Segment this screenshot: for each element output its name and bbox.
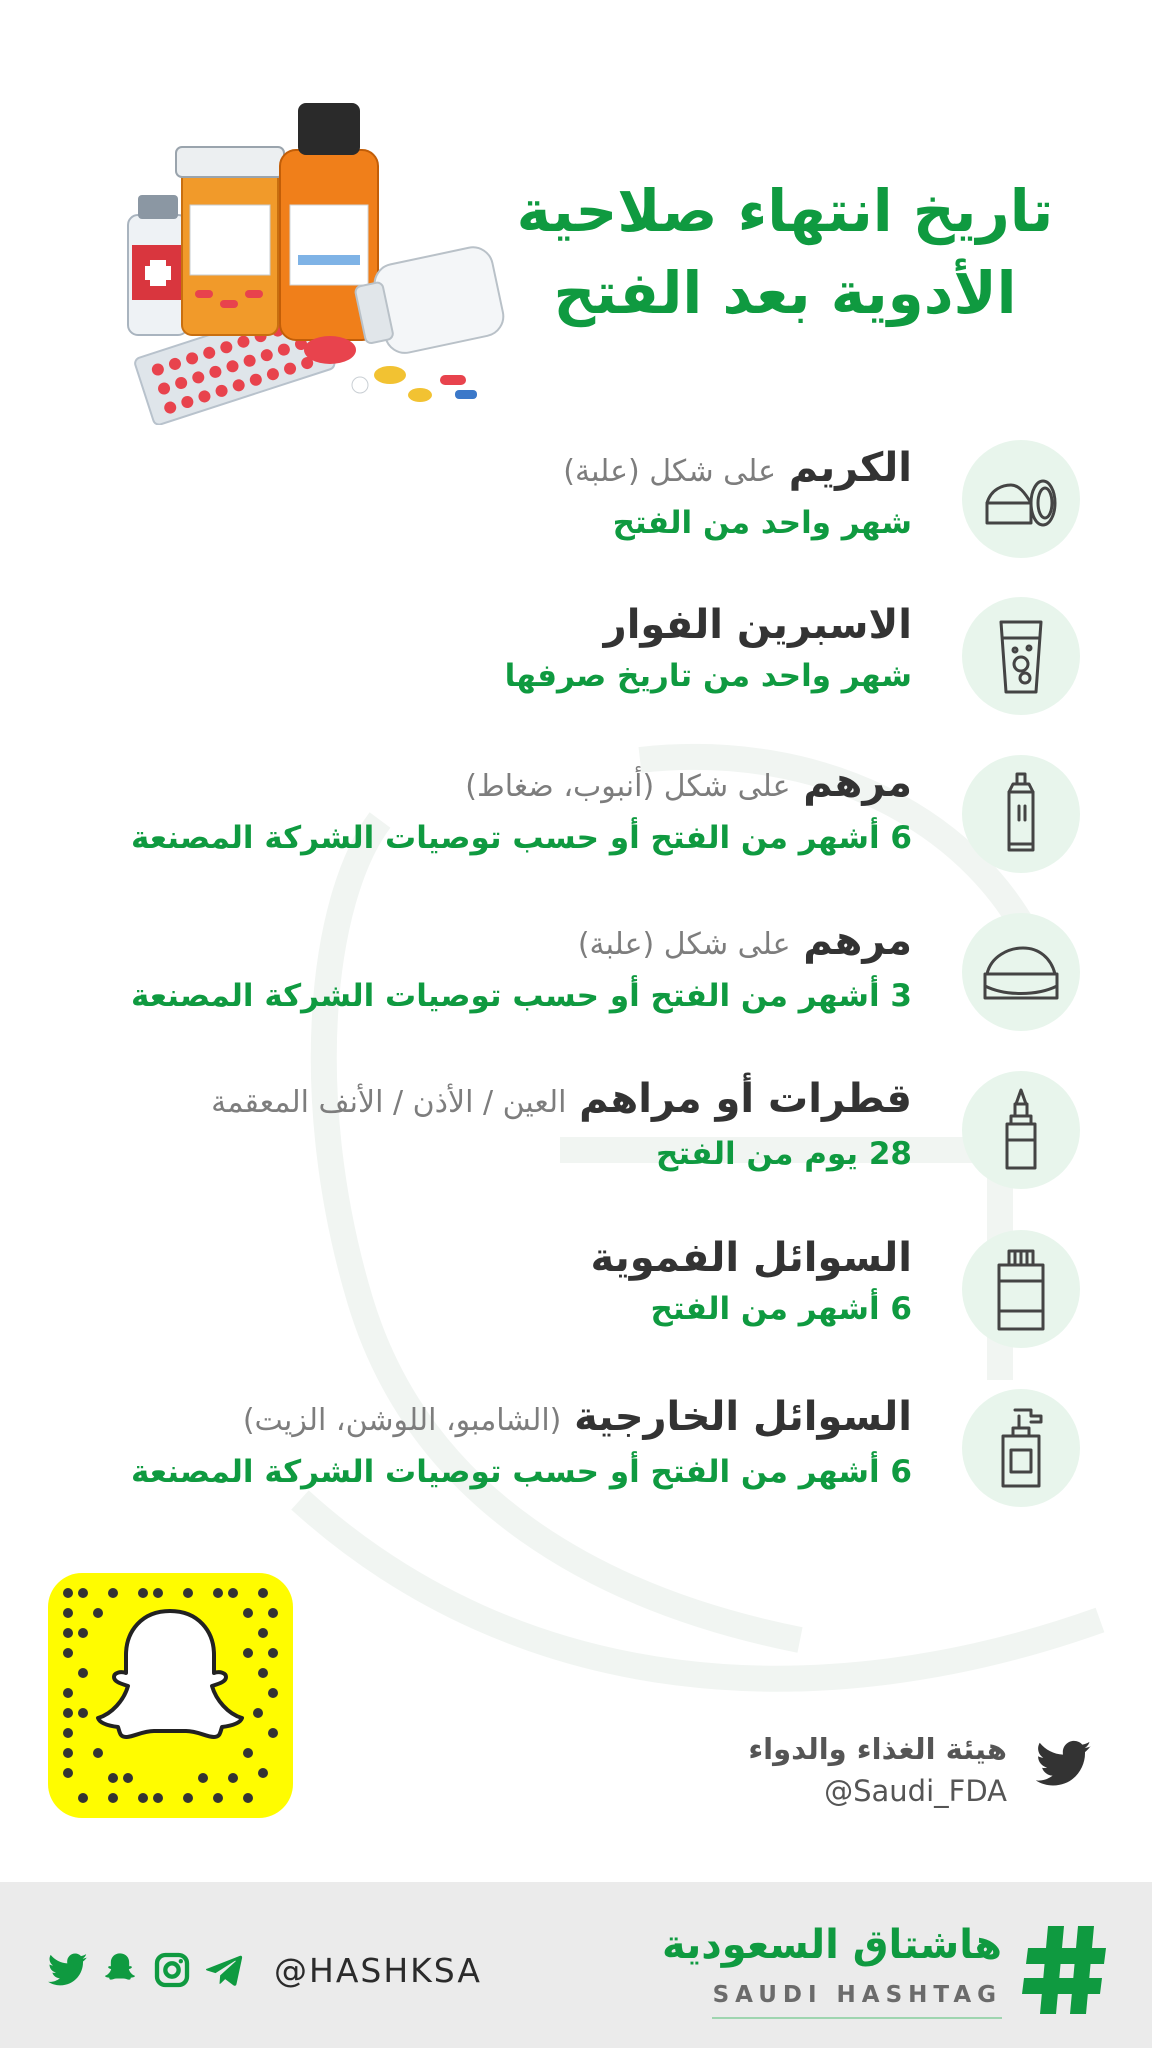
item-duration: 6 أشهر من الفتح أو حسب توصيات الشركة المصنعة: [131, 820, 912, 856]
item-name: قطرات أو مراهم: [579, 1076, 912, 1122]
title-line-2: الأدوية بعد الفتح: [553, 259, 1017, 327]
list-item-ointment-tube: [100, 755, 1080, 885]
list-item-cream: [100, 440, 1080, 570]
hashtag-logo-icon: [1020, 1920, 1110, 2020]
footer-handle[interactable]: @HASHKSA: [274, 1950, 482, 1990]
item-title: [112, 597, 912, 653]
item-title: [112, 1389, 912, 1449]
snapchat-ghost-icon: [98, 1611, 242, 1737]
list-item-aspirin: [100, 597, 1080, 727]
list-item-external-liquids: [100, 1389, 1080, 1519]
telegram-icon[interactable]: [204, 1950, 244, 1990]
social-links: [48, 1950, 482, 1990]
item-duration: 6 أشهر من الفتح أو حسب توصيات الشركة المصنعة: [131, 1454, 912, 1490]
item-name: الاسبرين الفوار: [603, 602, 912, 648]
item-note: على شكل (علبة): [563, 454, 777, 489]
item-duration: شهر واحد من الفتح: [612, 505, 912, 541]
brand-name-english: SAUDI HASHTAG: [712, 1982, 1002, 2008]
snapcode-pattern: [48, 1573, 293, 1818]
item-name: مرهم: [803, 918, 912, 964]
item-name: السوائل الخارجية: [574, 1394, 912, 1440]
list-item-drops: [100, 1071, 1080, 1201]
syrup-bottle-icon: [962, 1230, 1080, 1348]
brand-name-arabic: هاشتاق السعودية: [661, 1922, 1002, 1968]
twitter-icon[interactable]: [1036, 1740, 1092, 1788]
instagram-icon[interactable]: [152, 1950, 192, 1990]
item-note: (الشامبو، اللوشن، الزيت): [242, 1403, 562, 1438]
item-title: [112, 913, 912, 973]
effervescent-glass-icon: [962, 597, 1080, 715]
snapchat-icon[interactable]: [100, 1950, 140, 1990]
list-item-oral-liquids: [100, 1230, 1080, 1360]
source-block: [748, 1728, 1007, 1812]
page-title: [480, 170, 1090, 334]
title-line-1: تاريخ انتهاء صلاحية: [516, 177, 1054, 245]
medicines-illustration: [120, 95, 510, 425]
brand-underline: [712, 2017, 1002, 2019]
ointment-jar-icon: [962, 913, 1080, 1031]
item-title: [112, 440, 912, 500]
item-title: [112, 755, 912, 815]
item-duration: 3 أشهر من الفتح أو حسب توصيات الشركة المصنعة: [131, 978, 912, 1014]
footer: [0, 1882, 1152, 2048]
cream-jar-icon: [962, 440, 1080, 558]
item-name: مرهم: [803, 760, 912, 806]
item-note: على شكل (علبة): [577, 927, 791, 962]
list-item-ointment-jar: [100, 913, 1080, 1043]
item-title: [112, 1230, 912, 1286]
twitter-icon[interactable]: [48, 1950, 88, 1990]
item-name: السوائل الفموية: [590, 1235, 912, 1281]
item-note: على شكل (أنبوب، ضغاط): [465, 769, 791, 804]
item-duration: 6 أشهر من الفتح: [650, 1291, 912, 1327]
item-name: الكريم: [788, 445, 912, 491]
dropper-bottle-icon: [962, 1071, 1080, 1189]
item-note: العين / الأذن / الأنف المعقمة: [211, 1085, 567, 1120]
snapcode[interactable]: [48, 1573, 293, 1818]
pump-bottle-icon: [962, 1389, 1080, 1507]
item-duration: 28 يوم من الفتح: [656, 1136, 912, 1172]
item-title: [112, 1071, 912, 1131]
source-handle[interactable]: @Saudi_FDA: [824, 1774, 1007, 1808]
tube-icon: [962, 755, 1080, 873]
item-duration: شهر واحد من تاريخ صرفها: [504, 658, 912, 694]
source-name: هيئة الغذاء والدواء: [748, 1732, 1007, 1766]
